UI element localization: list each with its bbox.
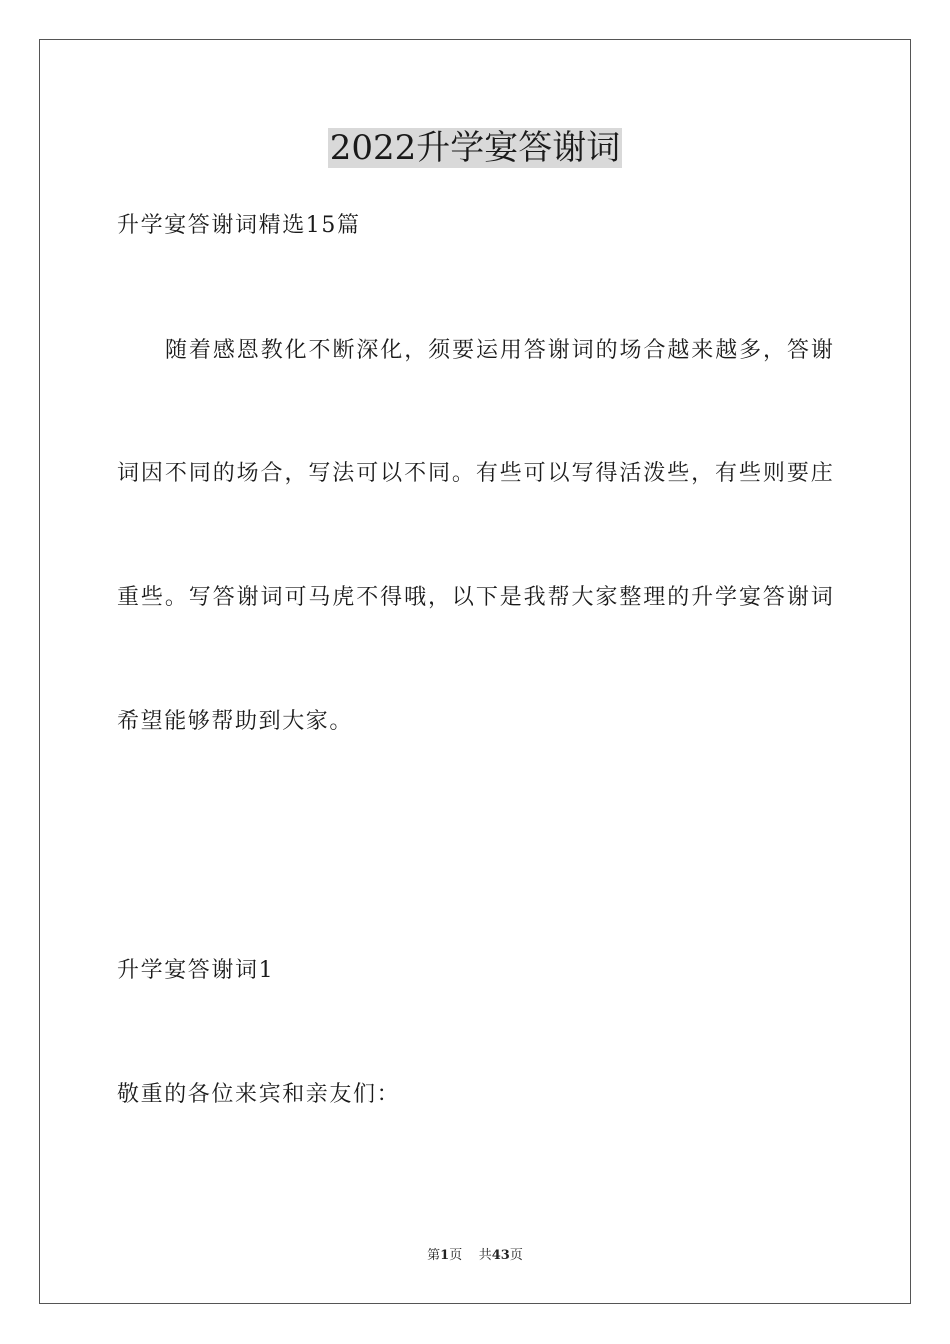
page-footer	[0, 1247, 950, 1265]
footer-total-suffix: 页	[509, 1248, 523, 1263]
intro-line-2: 词 因 不 同 的 场 合 ， 写 法 可 以 不 同 。 有 些 可 以 写 得 活 泼 些 ， 有 些 则 要 庄	[117, 461, 833, 486]
section-heading: 升学宴答谢词1	[117, 958, 275, 983]
greeting-line: 敬重的各位来宾和亲友们：	[117, 1082, 401, 1107]
intro-line-3: 重 些 。 写 答 谢 词 可 马 虎 不 得 哦 ， 以 下 是 我 帮 大 家 整 理 的 升 学 宴 答 谢 词	[117, 585, 833, 610]
footer-page-number: 1	[440, 1248, 450, 1263]
footer-page-suffix: 页	[449, 1248, 463, 1263]
intro-line-4: 希望能够帮助到大家。	[117, 709, 354, 734]
footer-total-prefix: 共	[478, 1248, 492, 1263]
document-title	[0, 126, 950, 170]
intro-line-1: 随 着 感 恩 教 化 不 断 深 化 ， 须 要 运 用 答 谢 词 的 场 合 越 来 越 多 ， 答 谢	[165, 338, 833, 363]
footer-total-pages: 43	[491, 1248, 510, 1263]
footer-page-prefix: 第	[427, 1248, 441, 1263]
document-title-text: 2022升学宴答谢词	[329, 128, 621, 168]
document-subtitle: 升学宴答谢词精选15篇	[117, 213, 361, 238]
